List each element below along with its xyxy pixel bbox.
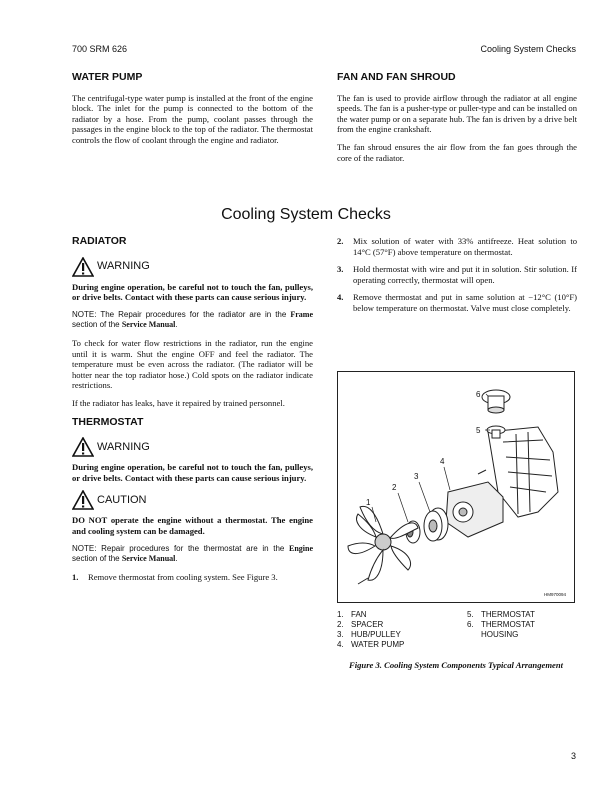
- callout-4: 4: [440, 457, 445, 466]
- callout-1: 1: [366, 498, 371, 507]
- thermostat-warning-text: During engine operation, be careful not to touch the fan, pulleys, or drive belts. Contact with these parts can cause serious injury.: [72, 462, 313, 483]
- hub-pulley-part: [424, 508, 448, 541]
- radiator-body-2: If the radiator has leaks, have it repaired by trained personnel.: [72, 397, 285, 408]
- radiator-body-1: To check for water flow restrictions in the radiator, run the engine until it is warm. Shut the engine OFF and feel the radiator. The temperature must be even across the radiator. (The radiator will be hotter near the top radiator hose.) Cold spots on the radiator indicate restrictions.: [72, 337, 313, 391]
- callout-2: 2: [392, 483, 397, 492]
- fan-section: [337, 72, 577, 170]
- step-item: 1. Remove thermostat from cooling system. See Figure 3.: [72, 571, 278, 582]
- legend-left-column: [337, 610, 404, 650]
- warning-label-text: WARNING: [97, 440, 150, 453]
- legend-item: 5. THERMOSTAT: [467, 610, 535, 619]
- water-pump-heading: WATER PUMP: [72, 71, 143, 83]
- legend-right-column: [467, 610, 535, 640]
- figure-3-illustration: [337, 371, 575, 603]
- legend-item: 4. WATER PUMP: [337, 640, 405, 649]
- water-pump-section: [72, 72, 313, 153]
- thermostat-heading: THERMOSTAT: [72, 415, 144, 428]
- page-number: 3: [570, 751, 576, 761]
- legend-item: 6. THERMOSTAT: [467, 620, 535, 629]
- step-item: 2. Mix solution of water with 33% antifreeze. Heat solution to 14°C (57°F) above temperature on thermostat.: [337, 236, 577, 257]
- thermostat-caution-label: [72, 490, 313, 510]
- legend-item: 3. HUB/PULLEY: [337, 630, 401, 639]
- fan-part: [348, 506, 418, 580]
- cooling-components-drawing: [338, 372, 574, 602]
- steps-column-right: [337, 236, 577, 321]
- legend-item: 2. SPACER: [337, 620, 384, 629]
- caution-label-text: CAUTION: [97, 494, 147, 507]
- callout-5: 5: [476, 426, 481, 435]
- water-pump-body: The centrifugal-type water pump is installed at the front of the engine block. The inlet for the pump is connected to the bottom of the radiator by a hose. From the pump, coolant passes through the passages in the engine block to the top of the radiator. The thermostat controls the flow of coolant through the engine and radiator.: [72, 92, 313, 145]
- legend-item: 1. FAN: [337, 610, 367, 619]
- callout-3: 3: [414, 472, 419, 481]
- radiator-note: NOTE: The Repair procedures for the radiator are in the Frame section of the Service Manual.: [72, 309, 313, 330]
- radiator-warning-label: [72, 257, 313, 277]
- figure-code: HM970094: [544, 592, 567, 597]
- legend-item: HOUSING: [481, 630, 519, 639]
- callout-6: 6: [476, 390, 481, 399]
- warning-label-text: WARNING: [97, 260, 150, 273]
- header-manual-code: 700 SRM 626: [72, 44, 128, 54]
- water-pump-part: [446, 482, 503, 537]
- warning-triangle-icon: [72, 437, 94, 457]
- step-item: 4. Remove thermostat and put in same solution at −12°C (10°F) below temperature on thermostat. Valve must close completely.: [337, 292, 577, 313]
- warning-triangle-icon: [72, 257, 94, 277]
- step-item: 3. Hold thermostat with wire and put it in solution. Stir solution. If operating correctly, thermostat will open.: [337, 264, 577, 285]
- thermostat-warning-label: [72, 437, 313, 457]
- fan-body-1: The fan is used to provide airflow through the radiator at all engine speeds. The fan is a pusher-type or puller-type and can be installed on the water pump or on a separate hub. The fan is driven by a drive belt from the engine crankshaft.: [337, 92, 577, 135]
- radiator-warning-text: During engine operation, be careful not to touch the fan, pulleys, or drive belts. Contact with these parts can cause serious injury.: [72, 281, 313, 303]
- section-title: Cooling System Checks: [221, 206, 391, 223]
- thermostat-caution-text: DO NOT operate the engine without a thermostat. The engine and cooling system can be damaged.: [72, 515, 313, 536]
- thermostat-note: NOTE: Repair procedures for the thermostat are in the Engine section of the Service Manual.: [72, 543, 313, 564]
- radiator-heading: RADIATOR: [72, 235, 127, 247]
- steps-list-left: [72, 572, 313, 583]
- fan-body-2: The fan shroud ensures the air flow from the fan goes through the core of the radiator.: [337, 141, 577, 163]
- caution-triangle-icon: [72, 490, 94, 510]
- thermostat-part: [487, 426, 505, 438]
- radiator-thermostat-column: [72, 236, 313, 589]
- figure-caption: Figure 3. Cooling System Components Typical Arrangement: [349, 660, 563, 670]
- fan-heading: FAN AND FAN SHROUD: [337, 71, 456, 83]
- steps-list-right: [337, 236, 577, 314]
- header-section-title: Cooling System Checks: [480, 44, 576, 54]
- thermostat-housing: [482, 390, 510, 413]
